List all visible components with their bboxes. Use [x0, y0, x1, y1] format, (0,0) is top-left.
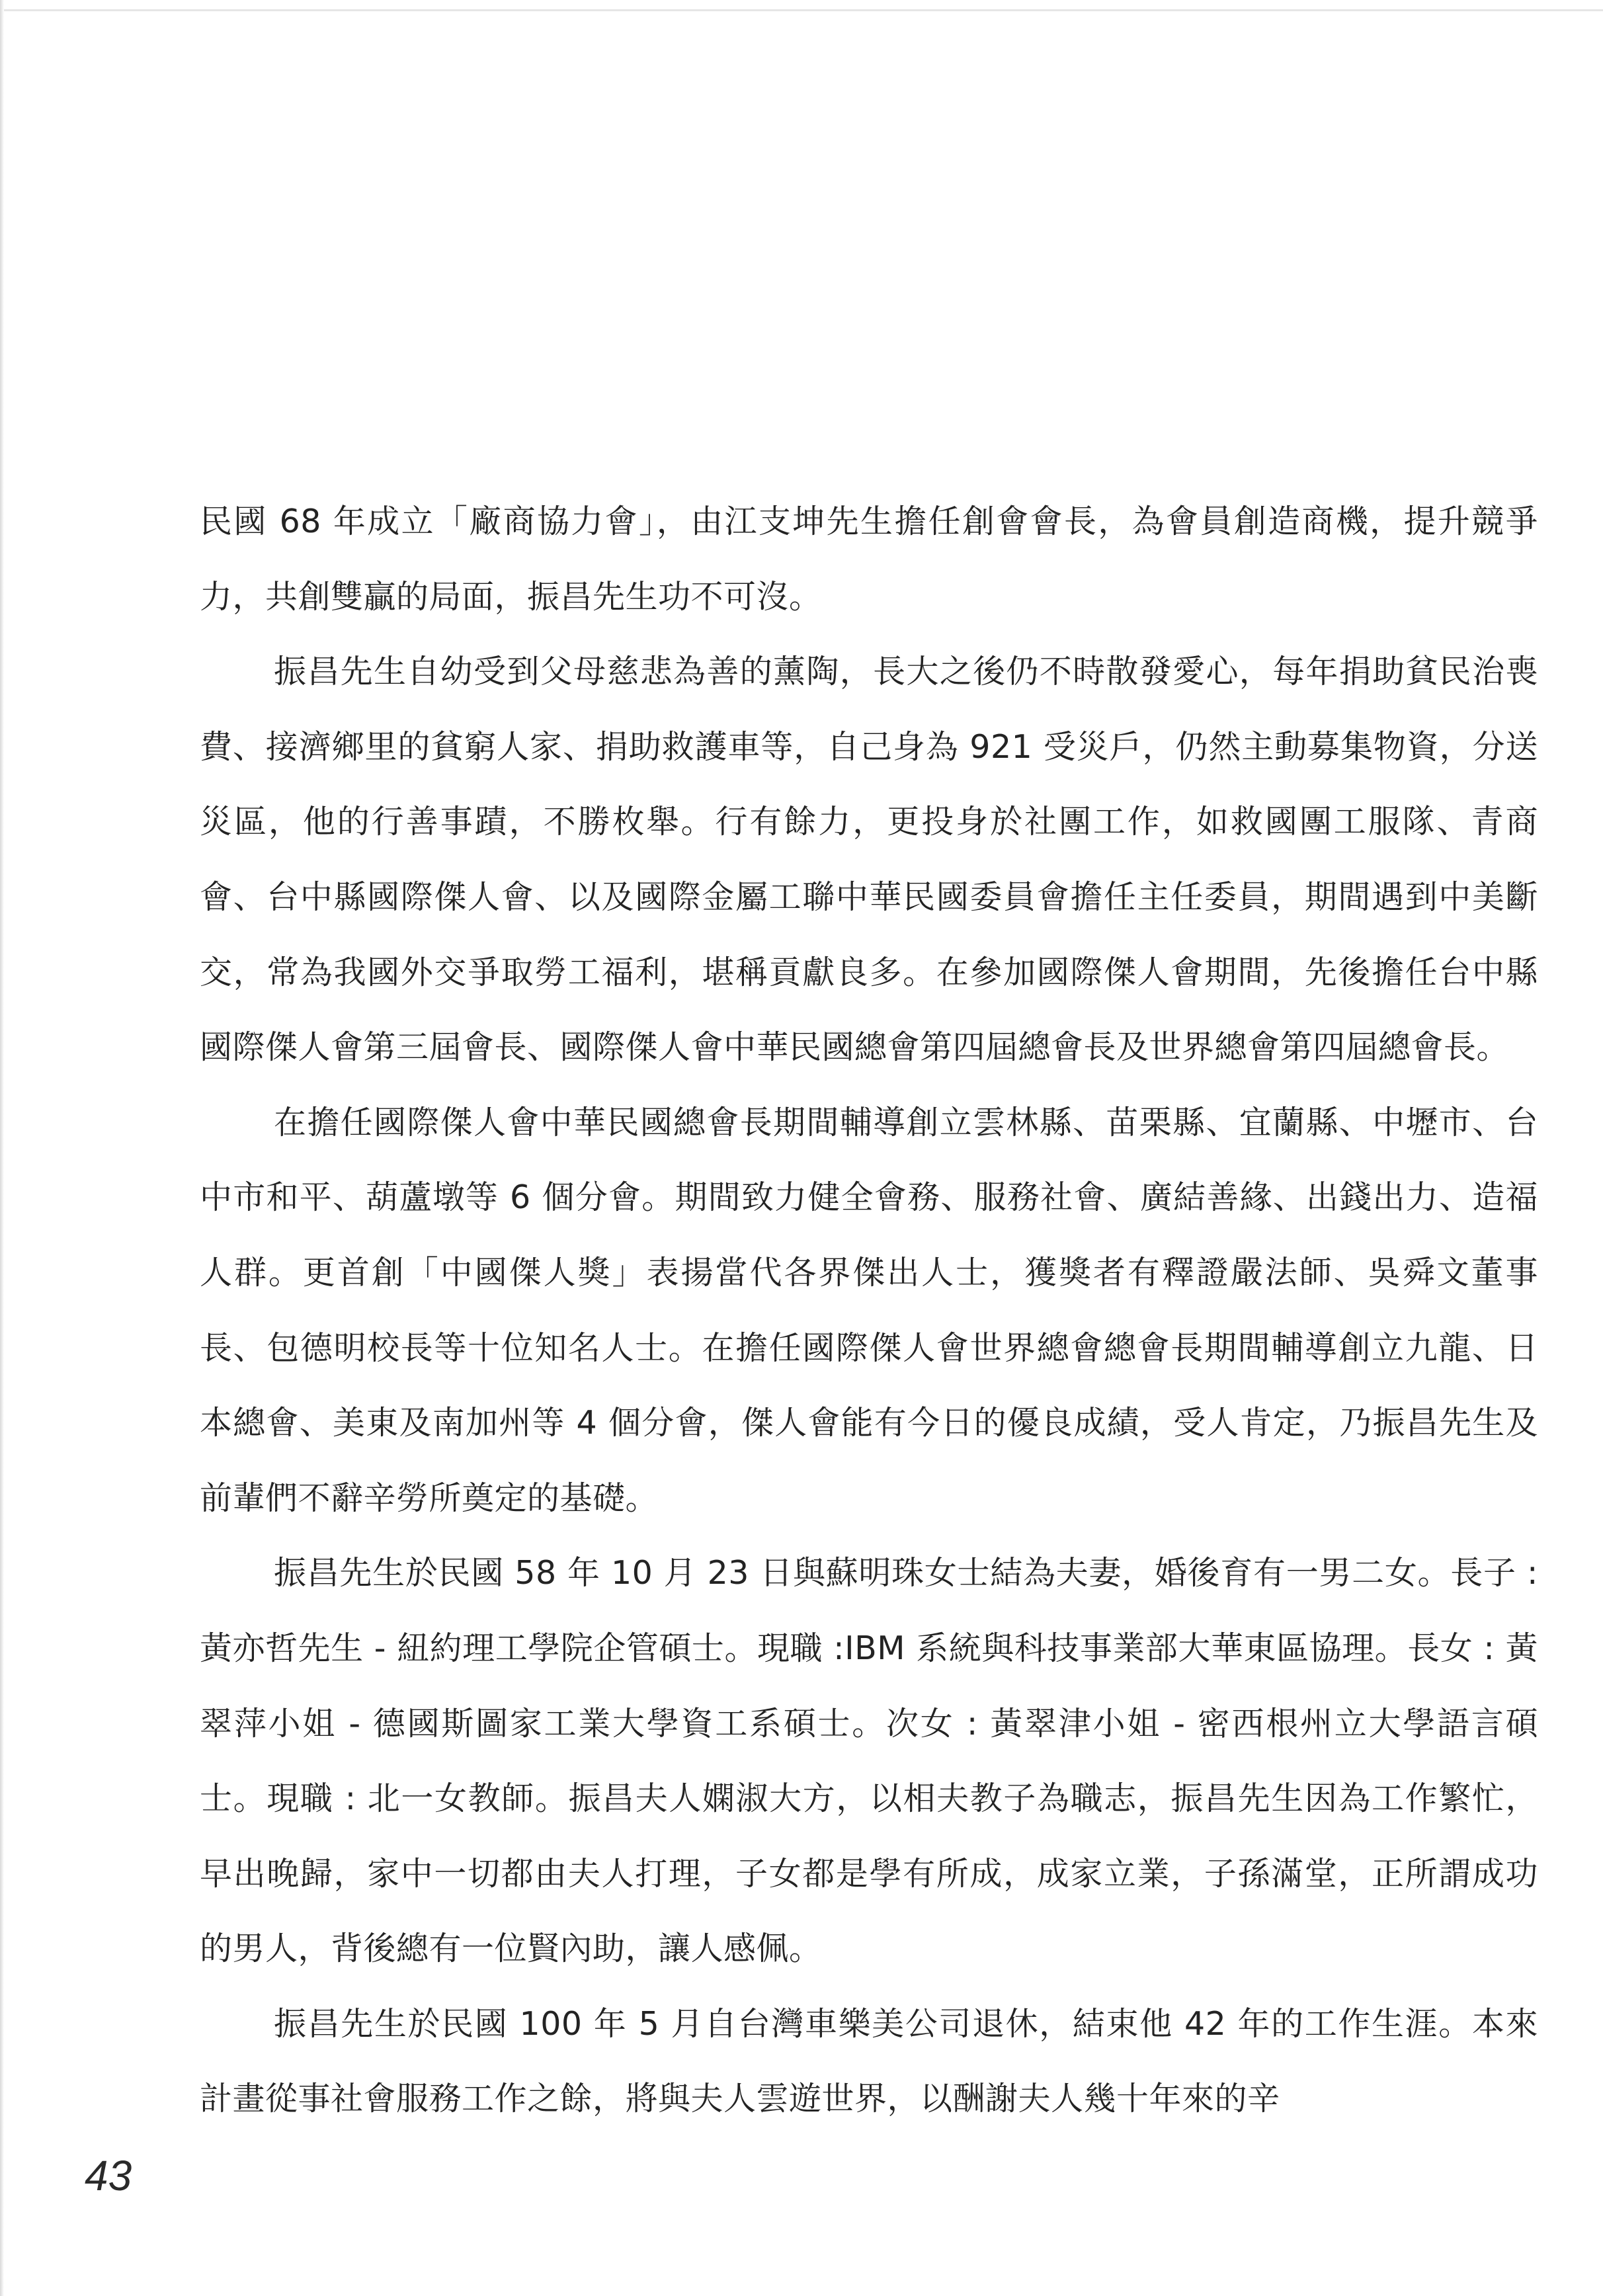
- page-number: 43: [85, 2152, 132, 2199]
- paragraph-4: 振昌先生於民國 58 年 10 月 23 日與蘇明珠女士結為夫妻，婚後育有一男二女。長子 : 黃亦哲先生 - 紐約理工學院企管碩士。現職 :IBM 系統與科技事業部大華東區協理。長女 : 黃翠萍小姐 - 德國斯圖家工業大學資工系碩士。次女 : 黃翠津小姐 - 密西根州立大學語言碩士。現職 : 北一女教師。振昌夫人嫻淑大方，以相夫教子為職志，振昌先生因為工作繁忙，早出晚歸，家中一切都由夫人打理，子女都是學有所成，成家立業，子孫滿堂，正所謂成功的男人，背後總有一位賢內助，讓人感佩。: [200, 1554, 1538, 1968]
- paragraph-5: 振昌先生於民國 100 年 5 月自台灣車樂美公司退休，結束他 42 年的工作生涯。本來計畫從事社會服務工作之餘，將與夫人雲遊世界，以酬謝夫人幾十年來的辛: [200, 2004, 1538, 2118]
- paragraph-2: 振昌先生自幼受到父母慈悲為善的薰陶，長大之後仍不時散發愛心，每年捐助貧民治喪費、接濟鄉里的貧窮人家、捐助救護車等，自己身為 921 受災戶，仍然主動募集物資，分送災區，他的行善事蹟，不勝枚舉。行有餘力，更投身於社團工作，如救國團工服隊、青商會、台中縣國際傑人會、以及國際金屬工聯中華民國委員會擔任主任委員，期間遇到中美斷交，常為我國外交爭取勞工福利，堪稱貢獻良多。在參加國際傑人會期間，先後擔任台中縣國際傑人會第三屆會長、國際傑人會中華民國總會第四屆總會長及世界總會第四屆總會長。: [200, 653, 1538, 1067]
- scan-edge-left: [0, 0, 4, 2296]
- paragraph-3: 在擔任國際傑人會中華民國總會長期間輔導創立雲林縣、苗栗縣、宜蘭縣、中壢市、台中市和平、葫蘆墩等 6 個分會。期間致力健全會務、服務社會、廣結善緣、出錢出力、造福人群。更首創「中國傑人獎」表揚當代各界傑出人士，獲獎者有釋證嚴法師、吳舜文董事長、包德明校長等十位知名人士。在擔任國際傑人會世界總會總會長期間輔導創立九龍、日本總會、美東及南加州等 4 個分會，傑人會能有今日的優良成績，受人肯定，乃振昌先生及前輩們不辭辛勞所奠定的基礎。: [200, 1103, 1538, 1517]
- body-text: [200, 484, 1538, 2137]
- scan-edge-top: [0, 9, 1603, 11]
- paragraph-1: 民國 68 年成立「廠商協力會」，由江支坤先生擔任創會會長，為會員創造商機，提升競爭力，共創雙贏的局面，振昌先生功不可沒。: [200, 503, 1538, 616]
